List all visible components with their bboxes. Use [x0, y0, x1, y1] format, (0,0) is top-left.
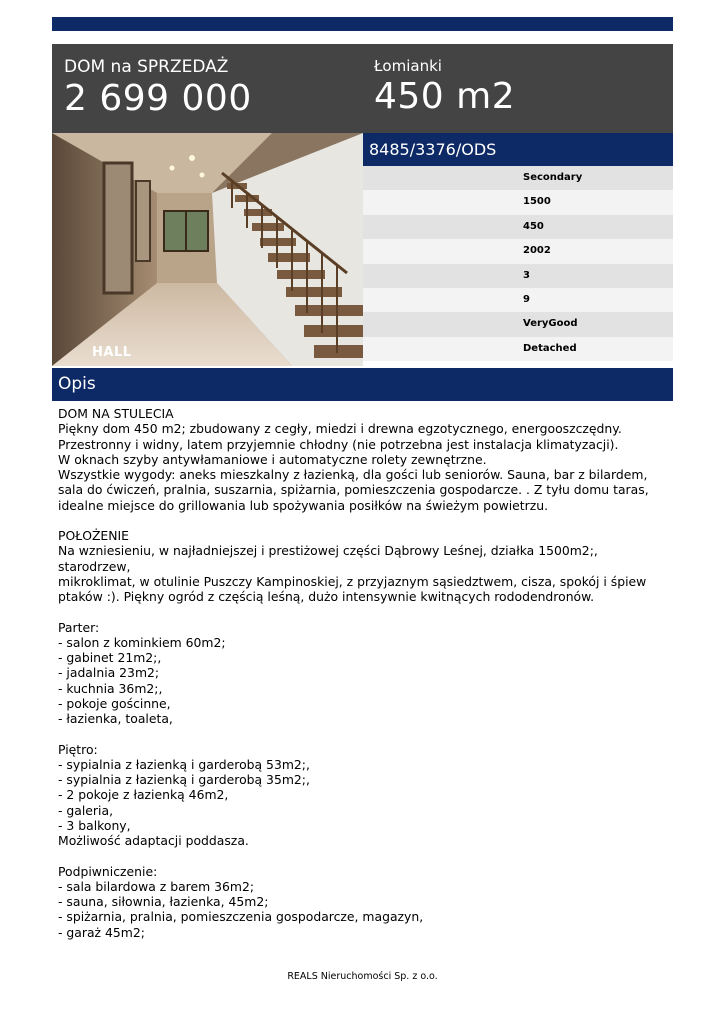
section-title-opis: Opis: [52, 368, 673, 401]
hall-photo-illustration: [52, 133, 363, 366]
property-photo: [52, 133, 363, 366]
description: [58, 406, 673, 940]
spec-rooms: 9: [363, 288, 673, 312]
specs-table: [363, 166, 673, 361]
spec-market: Secondary: [363, 166, 673, 190]
spec-year-built: 2002: [363, 239, 673, 263]
spec-floors: 3: [363, 264, 673, 288]
footer-company: REALS Nieruchomości Sp. z o.o.: [287, 971, 438, 982]
top-accent-bar: [52, 17, 673, 31]
reference-number: 8485/3376/ODS: [363, 133, 673, 166]
listing-header: [52, 44, 673, 133]
spec-living-area: 450: [363, 215, 673, 239]
description-text: DOM NA STULECIA Piękny dom 450 m2; zbudowany z cegły, miedzi i drewna egzotycznego, energooszczędny. Przestronny i widny, latem przyjemnie chłodny (nie potrzebna jest instalacja klimatyzacji). W oknach szyby antywłamaniowe i automatyczne rolety zewnętrzne. Wszystkie wygody: aneks mieszkalny z łazienką, dla gości lub seniorów. Sauna, bar z bilardem, sala do ćwiczeń, pralnia, suszarnia, spiżarnia, pomieszczenia gospodarcze. . Z tyłu domu taras, idealne miejsce do grillowania lub spożywania posiłków na świeżym powietrzu. POŁOŻENIE Na wzniesieniu, w najładniejszej i prestiżowej części Dąbrowy Leśnej, działka 1500m2;, starodrzew, mikroklimat, w otulinie Puszczy Kampinoskiej, z przyjaznym sąsiedztwem, cisza, spokój i śpiew ptaków :). Piękny ogród z częścią leśną, dużo intensywnie kwitnących rododendronów. Parter: - salon z kominkiem 60m2; - gabinet 21m2;, - jadalnia 23m2; - kuchnia 36m2;, - pokoje gościnne, - łazienka, toaleta, Piętro: - sypialnia z łazienką i garderobą 53m2;, - sypialnia z łazienką i garderobą 35m2;, - 2 pokoje z łazienką 46m2, - galeria, - 3 balkony, Możliwość adaptacji poddasza. Podpiwniczenie: - sala bilardowa z barem 36m2; - sauna, siłownia, łazienka, 45m2; - spiżarnia, pralnia, pomieszczenia gospodarcze, magazyn, - garaż 45m2;: [58, 406, 649, 940]
photo-label: HALL: [92, 345, 132, 360]
listing-price: 2 699 000: [64, 78, 252, 119]
listing-area: 450 m2: [374, 76, 516, 117]
header-right: [374, 57, 515, 117]
spec-plot-area: 1500: [363, 190, 673, 214]
listing-type: DOM na SPRZEDAŻ: [64, 57, 229, 77]
spec-building-type: Detached: [363, 337, 673, 361]
listing-city: Łomianki: [374, 57, 442, 75]
spec-condition: VeryGood: [363, 312, 673, 336]
header-left: [64, 57, 252, 119]
